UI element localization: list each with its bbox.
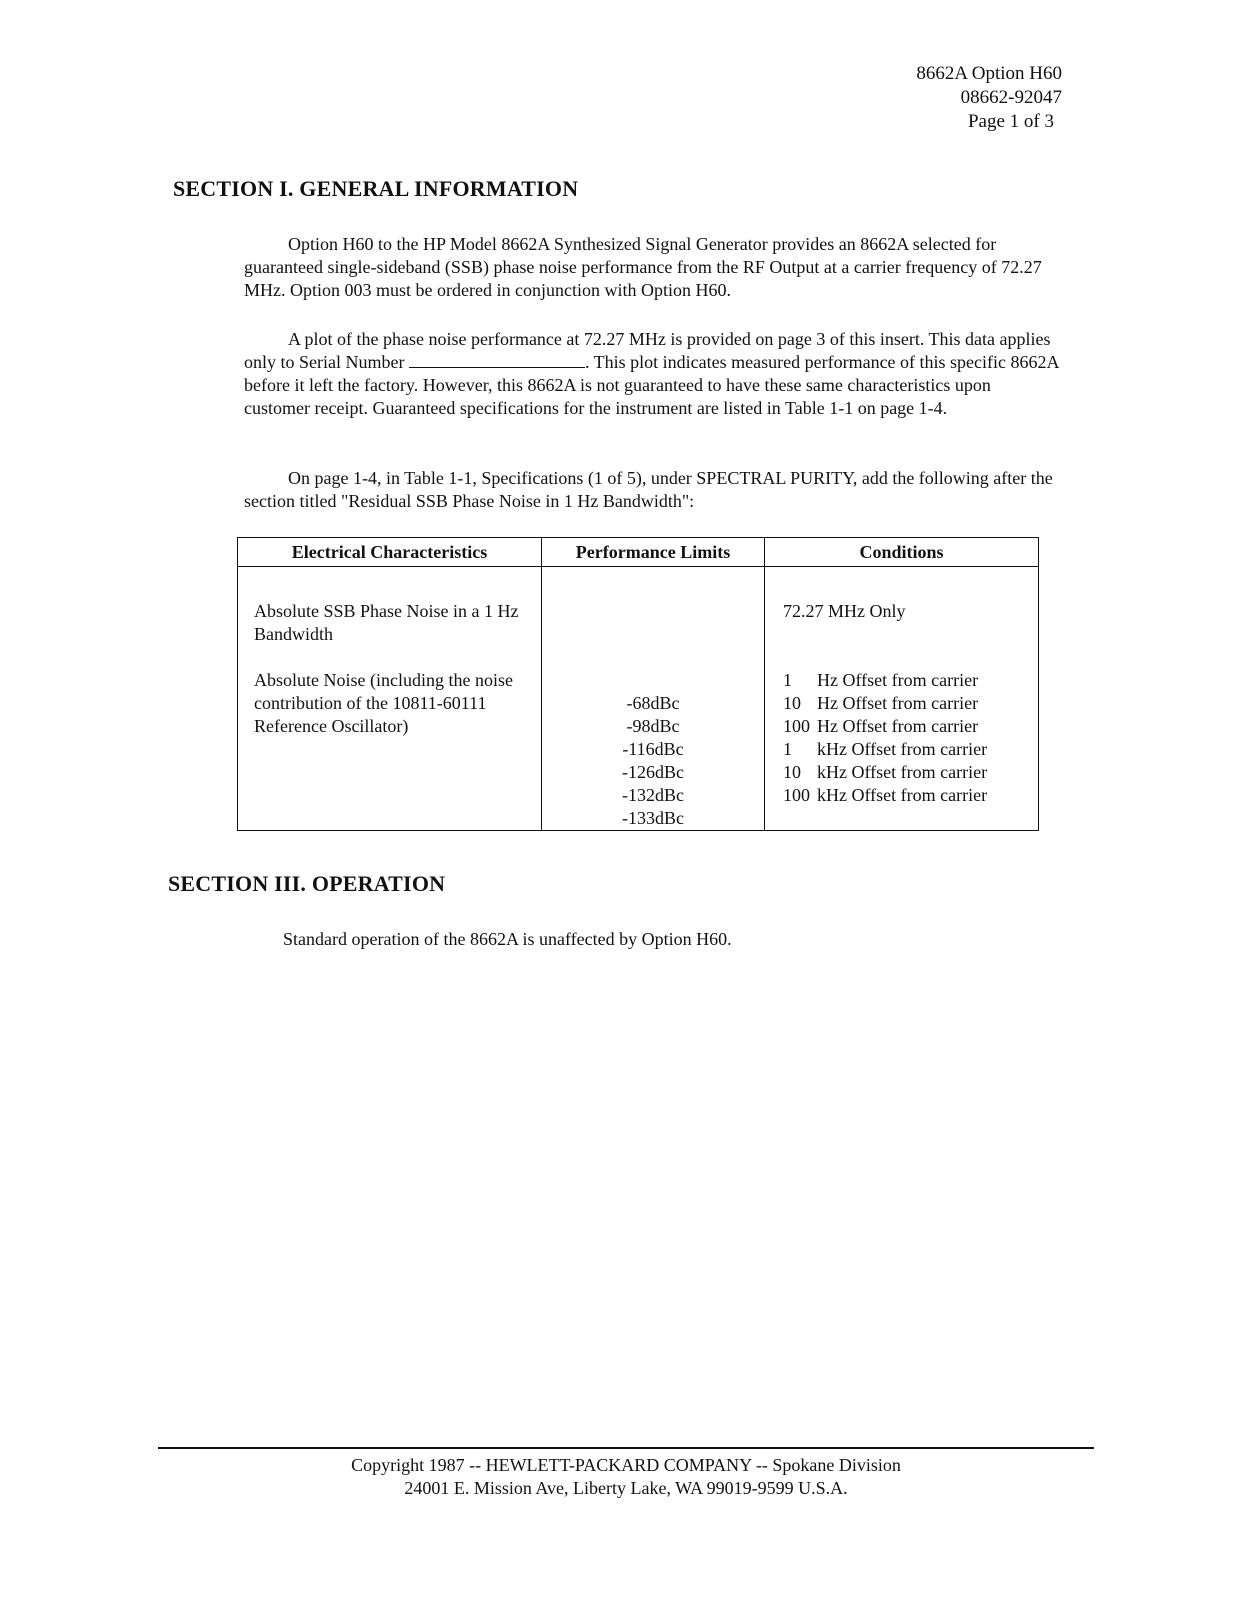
condition-row: 1 Hz Offset from carrier (783, 670, 979, 690)
header-conditions: Conditions (765, 538, 1039, 567)
characteristic-ssb-phase-noise: Absolute SSB Phase Noise in a 1 Hz Bandwidth (254, 601, 519, 644)
condition-row: 10 kHz Offset from carrier (783, 762, 988, 782)
limit-value: -126dBc (622, 762, 684, 782)
limit-value: -133dBc (622, 808, 684, 828)
characteristic-absolute-noise: Absolute Noise (including the noise contribution of the 10811-60111 Reference Oscillator) (254, 670, 513, 736)
paragraph-1-text: Option H60 to the HP Model 8662A Synthesized Signal Generator provides an 8662A selected for guaranteed single-sideband (SSB) phase noise performance from the RF Output at a carrier frequency of 72.27 MHz. Option 003 must be ordered in conjunction with Option H60. (244, 234, 1042, 300)
header-part-number: 08662-92047 (960, 87, 1062, 108)
serial-number-blank (409, 353, 585, 368)
limit-value: -98dBc (626, 716, 680, 736)
limit-value: -68dBc (626, 693, 680, 713)
characteristics-cell (238, 567, 542, 831)
condition-row: 100 Hz Offset from carrier (783, 716, 979, 736)
header-page-number: Page 1 of 3 (967, 111, 1054, 132)
condition-row: 100 kHz Offset from carrier (783, 785, 988, 805)
paragraph-table-instructions (244, 467, 1060, 513)
paragraph-3-text: On page 1-4, in Table 1-1, Specifications (1 of 5), under SPECTRAL PURITY, add the following after the section titled "Residual SSB Phase Noise in 1 Hz Bandwidth": (244, 468, 1053, 511)
section-3-title: SECTION III. OPERATION (168, 871, 446, 896)
document-header (916, 62, 1062, 134)
header-model: 8662A Option H60 (916, 63, 1062, 84)
conditions-cell (765, 567, 1039, 831)
limit-value: -132dBc (622, 785, 684, 805)
footer-address: 24001 E. Mission Ave, Liberty Lake, WA 99019-9599 U.S.A. (404, 1478, 848, 1498)
condition-frequency: 72.27 MHz Only (783, 601, 906, 621)
footer-copyright: Copyright 1987 -- HEWLETT-PACKARD COMPANY -- Spokane Division (351, 1455, 901, 1475)
header-electrical-characteristics: Electrical Characteristics (238, 538, 542, 567)
operation-text: Standard operation of the 8662A is unaffected by Option H60. (283, 929, 732, 949)
specifications-table (237, 537, 1039, 831)
header-performance-limits: Performance Limits (542, 538, 765, 567)
limit-value: -116dBc (622, 739, 684, 759)
paragraph-phase-noise-plot (244, 328, 1060, 420)
paragraph-2-text-after: . This plot indicates measured performance of this specific 8662A before it left the factory. However, this 8662A is not guaranteed to have these same characteristics upon customer receipt. Guaranteed specifications for the instrument are listed in Table 1-1 on page 1-4. (244, 352, 1059, 418)
paragraph-2-text-before: A plot of the phase noise performance at 72.27 MHz is provided on page 3 of this insert. This data applies only to Serial Number (244, 329, 1051, 372)
condition-row: 10 Hz Offset from carrier (783, 693, 979, 713)
table-row (238, 567, 1039, 831)
document-footer (158, 1454, 1094, 1500)
section-1-title: SECTION I. GENERAL INFORMATION (173, 176, 579, 201)
condition-row: 1 kHz Offset from carrier (783, 739, 988, 759)
limits-cell (542, 567, 765, 831)
footer-divider (158, 1447, 1094, 1449)
table-header-row (238, 538, 1039, 567)
paragraph-option-overview (244, 233, 1060, 302)
